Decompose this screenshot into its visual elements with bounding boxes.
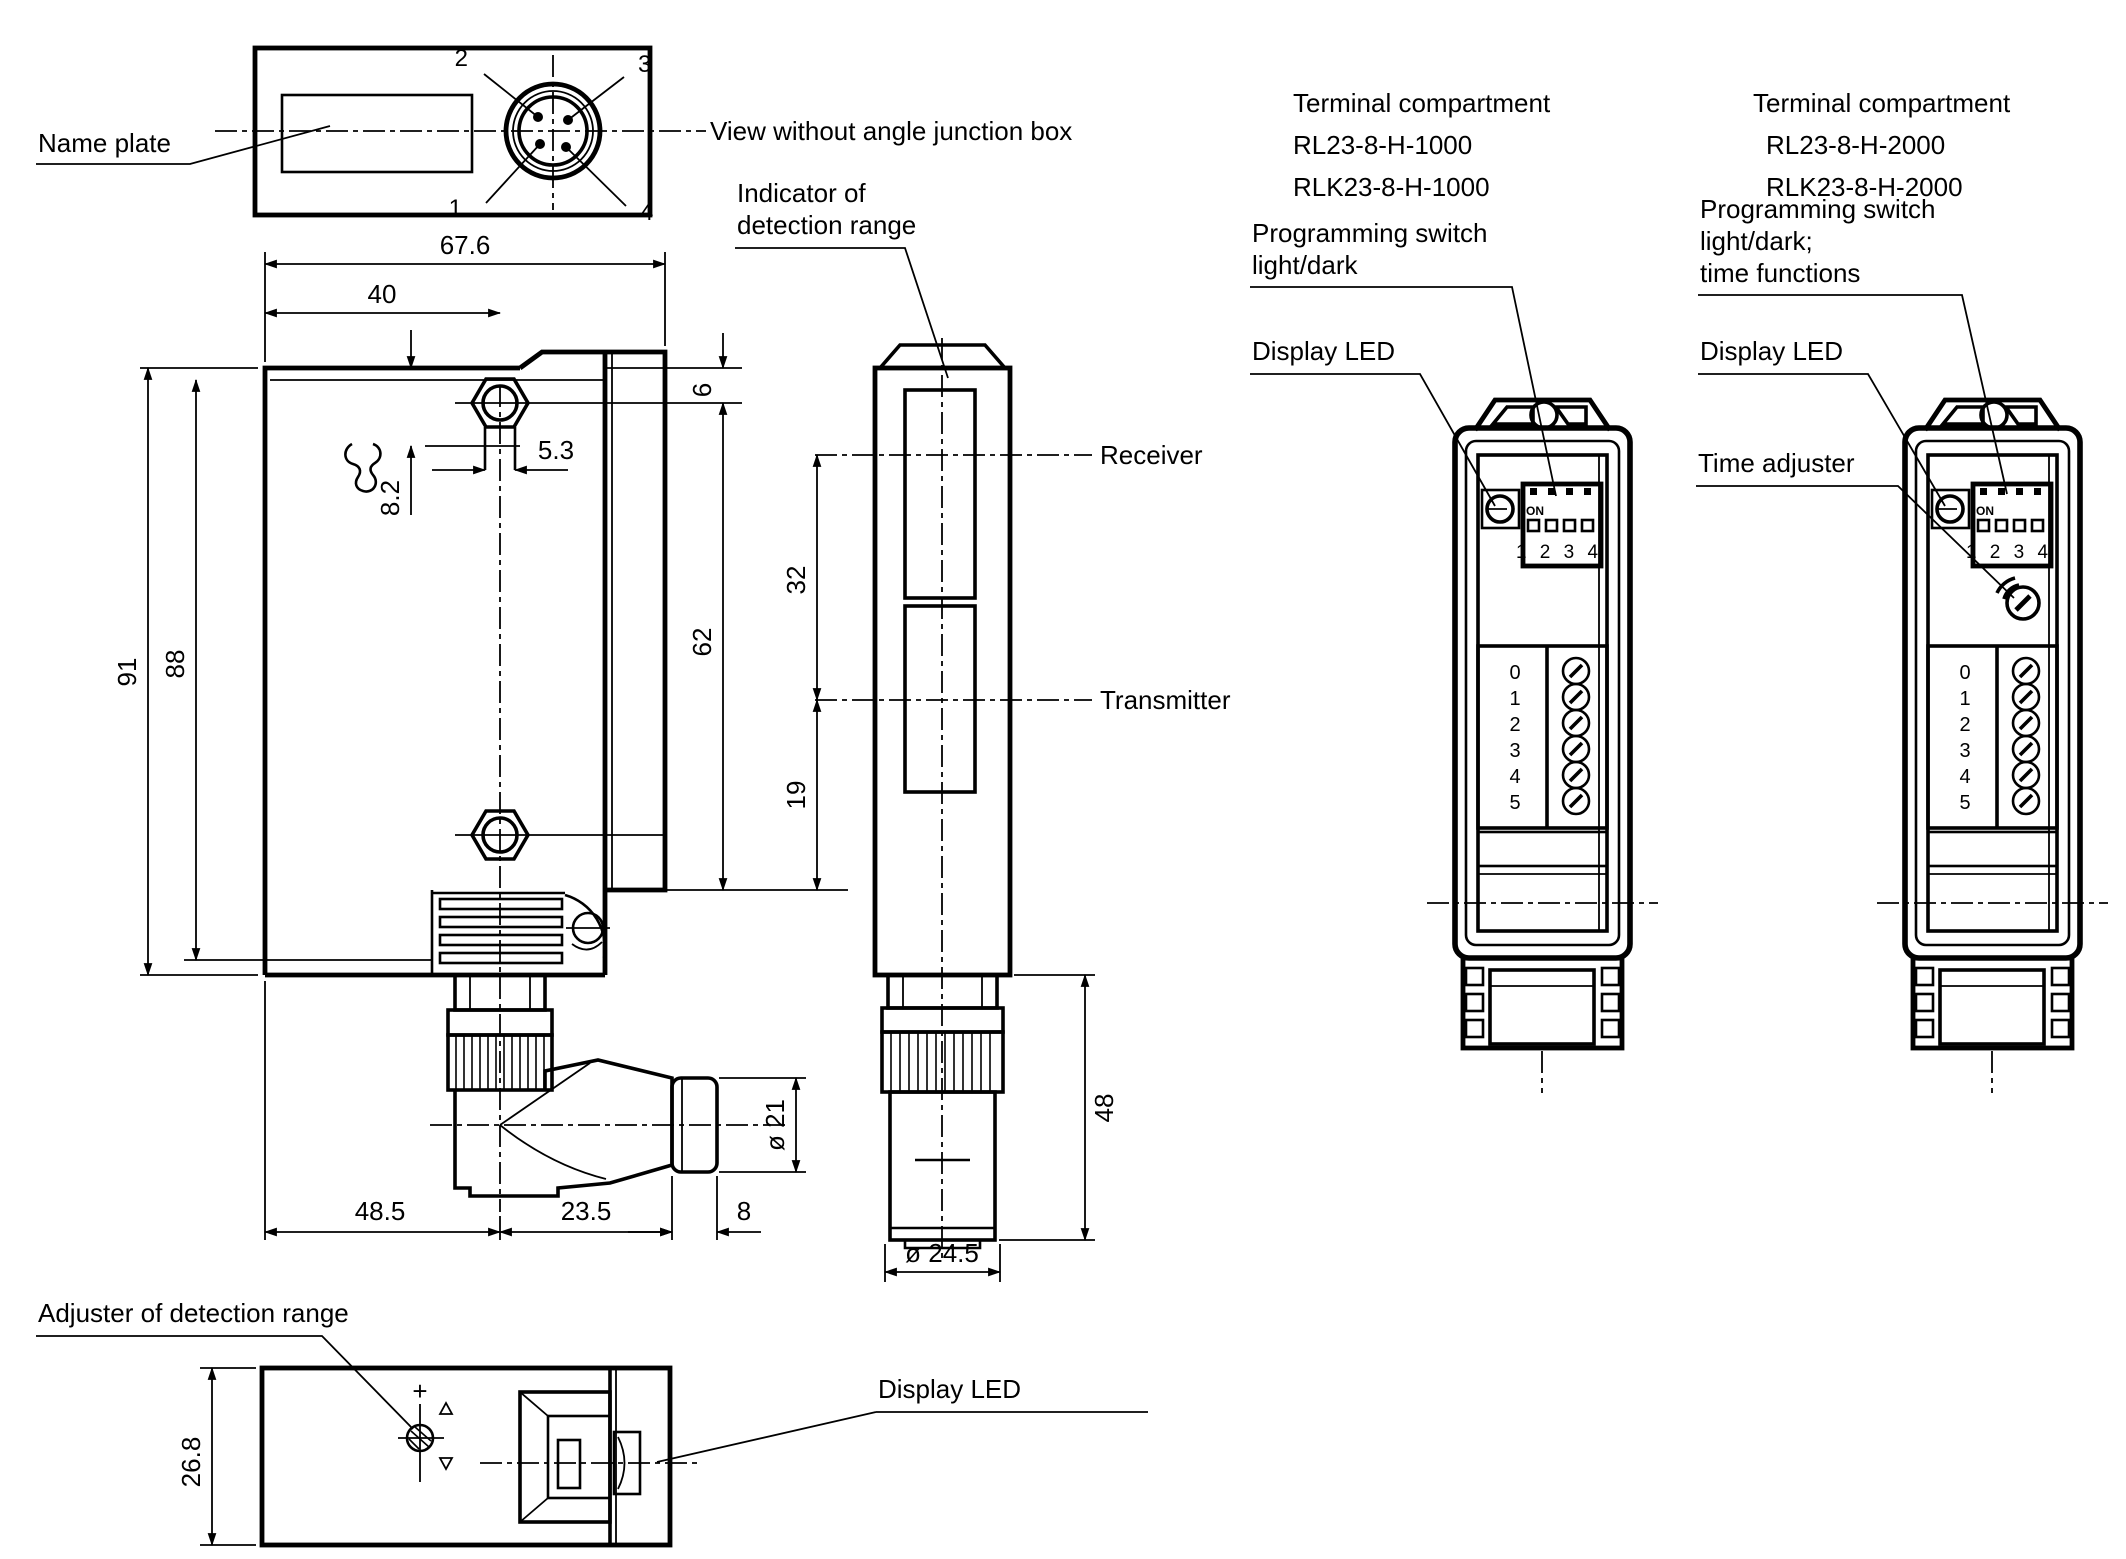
terminal-5: 5: [1959, 792, 1971, 814]
dim-48-5: 48.5: [354, 1196, 406, 1226]
dim-dia-21: ø 21: [760, 1098, 790, 1152]
pin-label-4: 4: [640, 199, 654, 226]
name-plate-label: Name plate: [38, 128, 171, 158]
dim-26-8: 26.8: [176, 1436, 206, 1488]
compartment1-model1: RL23-8-H-1000: [1293, 130, 1473, 160]
dip-on-label: ON: [1526, 504, 1544, 518]
compartment2-model2: RLK23-8-H-2000: [1766, 172, 1963, 202]
terminal-2: 2: [1509, 714, 1521, 736]
compartment2-title: Terminal compartment: [1753, 88, 2011, 118]
c1-prog-label-line1: Programming switch: [1252, 218, 1488, 248]
dim-32: 32: [781, 565, 811, 595]
dip-numbers: 1 2 3 4: [1515, 542, 1603, 563]
c1-prog-label-line2: light/dark: [1252, 250, 1358, 280]
indicator-label-line2: detection range: [737, 210, 917, 240]
bottom-display-led-label: Display LED: [878, 1374, 1022, 1404]
dim-23-5: 23.5: [560, 1196, 612, 1226]
pin-label-2: 2: [454, 45, 468, 72]
terminal-4: 4: [1509, 766, 1521, 788]
dim-62: 62: [687, 627, 717, 657]
terminal-3: 3: [1509, 740, 1521, 762]
dim-40: 40: [367, 279, 397, 309]
compartment2-model1: RL23-8-H-2000: [1766, 130, 1946, 160]
c1-display-led-label: Display LED: [1252, 336, 1396, 366]
terminal-0: 0: [1959, 662, 1971, 684]
dim-8-2: 8.2: [375, 479, 405, 517]
view-note: View without angle junction box: [710, 116, 1073, 146]
pin-label-1: 1: [448, 195, 462, 222]
dim-6: 6: [687, 382, 717, 398]
dim-88: 88: [160, 649, 190, 679]
dim-19: 19: [781, 780, 811, 810]
dip-numbers: 1 2 3 4: [1965, 542, 2053, 563]
c2-prog-label-line2: light/dark;: [1700, 226, 1813, 256]
indicator-label-line1: Indicator of: [737, 178, 866, 208]
compartment1-title: Terminal compartment: [1293, 88, 1551, 118]
plus-mark: +: [412, 1376, 428, 1406]
dim-67-6: 67.6: [439, 230, 491, 260]
terminal-5: 5: [1509, 792, 1521, 814]
c2-display-led-label: Display LED: [1700, 336, 1844, 366]
compartment1-model2: RLK23-8-H-1000: [1293, 172, 1490, 202]
pin-label-3: 3: [638, 51, 652, 78]
receiver-label: Receiver: [1100, 440, 1203, 470]
c2-prog-label-line3: time functions: [1700, 258, 1861, 288]
terminal-3: 3: [1959, 740, 1971, 762]
transmitter-label: Transmitter: [1100, 685, 1231, 715]
dim-48: 48: [1089, 1093, 1119, 1123]
dim-5-3: 5.3: [537, 435, 575, 465]
dim-8: 8: [736, 1196, 752, 1226]
dim-dia-24-5: ø 24.5: [905, 1238, 979, 1268]
terminal-0: 0: [1509, 662, 1521, 684]
terminal-4: 4: [1959, 766, 1971, 788]
c2-prog-label-line1: Programming switch: [1700, 194, 1936, 224]
dim-91: 91: [112, 657, 142, 687]
terminal-1: 1: [1959, 688, 1971, 710]
terminal-1: 1: [1509, 688, 1521, 710]
adjuster-label: Adjuster of detection range: [38, 1298, 349, 1328]
terminal-2: 2: [1959, 714, 1971, 736]
dip-on-label: ON: [1976, 504, 1994, 518]
c2-time-adjuster-label: Time adjuster: [1698, 448, 1855, 478]
